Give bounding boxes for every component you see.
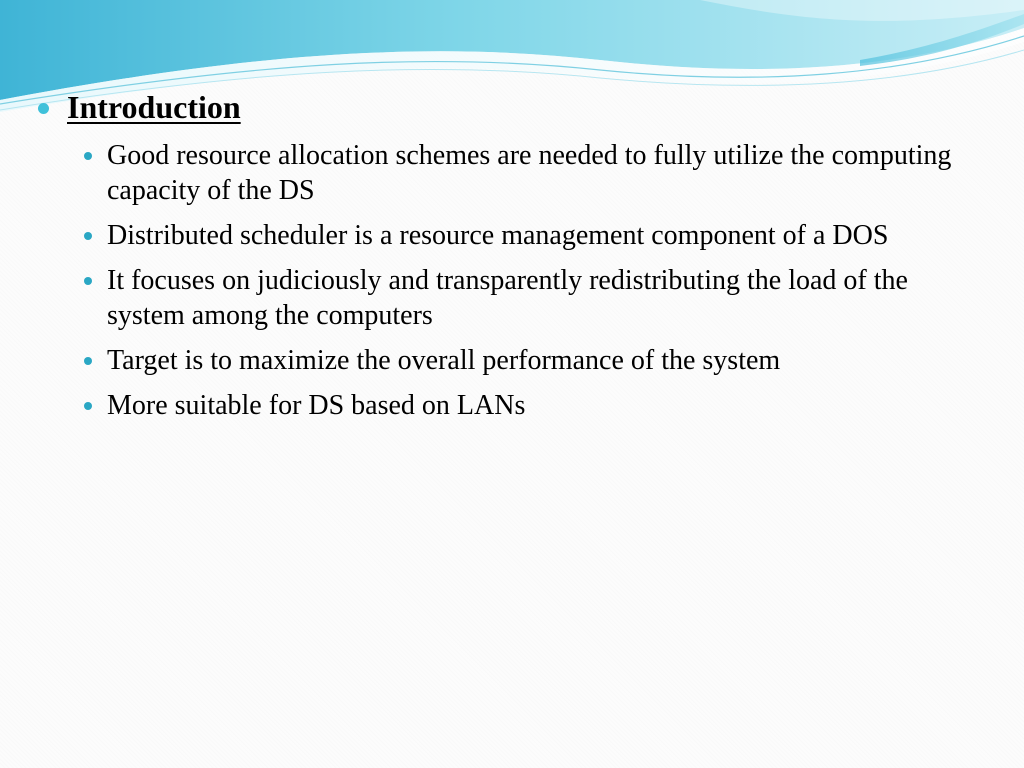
bullet-dot-icon xyxy=(38,103,49,114)
list-item xyxy=(84,343,988,378)
bullet-dot-icon xyxy=(84,152,92,160)
list-item-text: Good resource allocation schemes are needed to fully utilize the computing capacity of the DS xyxy=(107,140,952,206)
list-item-text: Target is to maximize the overall performance of the system xyxy=(107,345,781,376)
list-item-text: More suitable for DS based on LANs xyxy=(107,390,526,421)
list-item-text: It focuses on judiciously and transparently redistributing the load of the system among the computers xyxy=(107,265,908,331)
slide-content xyxy=(38,86,988,433)
slide-heading: Introduction xyxy=(67,89,241,125)
bullet-dot-icon xyxy=(84,277,92,285)
list-item-text: Distributed scheduler is a resource management component of a DOS xyxy=(107,220,889,251)
bullet-dot-icon xyxy=(84,232,92,240)
bullet-dot-icon xyxy=(84,402,92,410)
list-item xyxy=(84,218,988,253)
heading-bullet-row xyxy=(38,86,988,128)
bullet-list xyxy=(38,138,988,423)
list-item xyxy=(84,388,988,423)
list-item xyxy=(84,263,988,333)
list-item xyxy=(84,138,988,208)
bullet-dot-icon xyxy=(84,357,92,365)
